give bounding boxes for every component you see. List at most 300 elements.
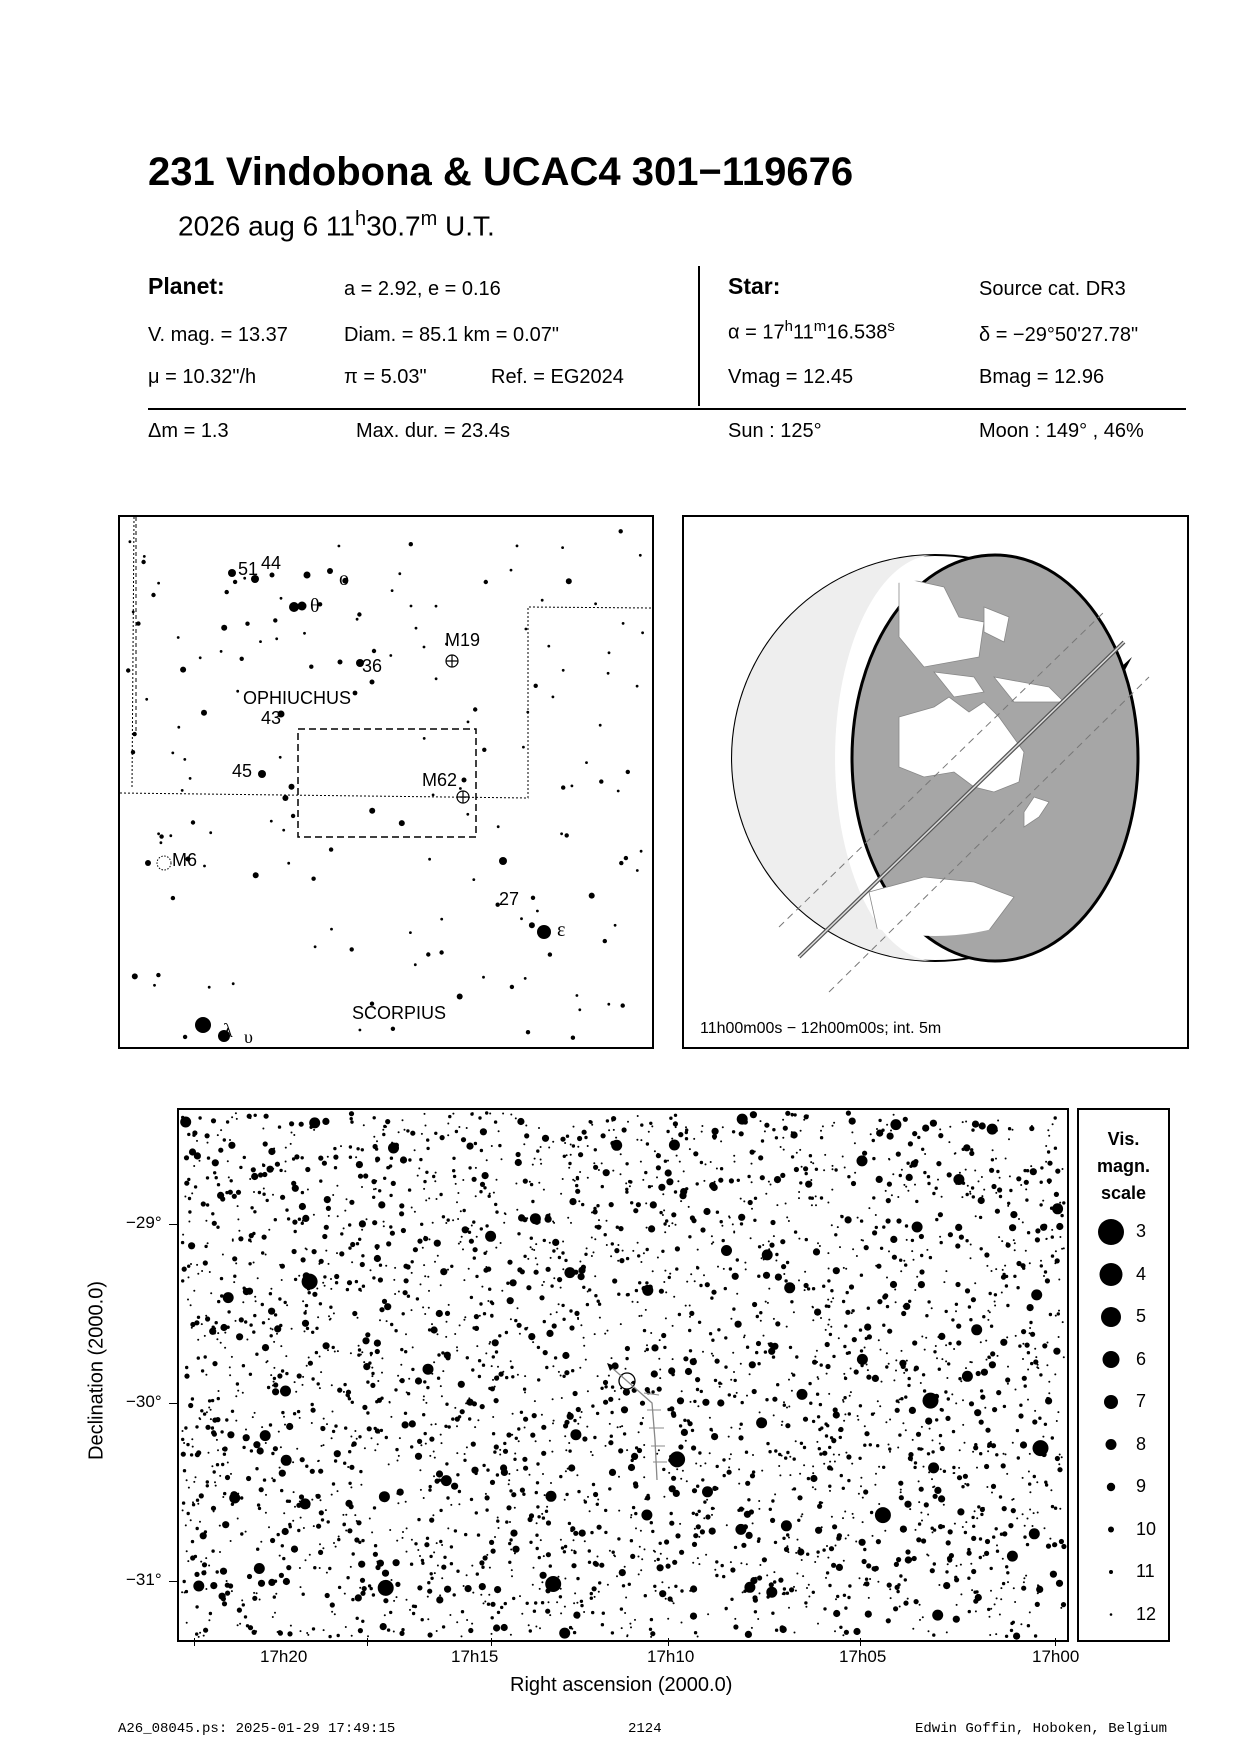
- field-star: [526, 1602, 529, 1605]
- field-star: [237, 1218, 239, 1220]
- x-tick-label: 17h20: [260, 1647, 308, 1666]
- field-star: [604, 1233, 607, 1236]
- field-star: [272, 1194, 274, 1196]
- field-star: [285, 1355, 287, 1357]
- field-star: [651, 1530, 654, 1533]
- field-star: [384, 1303, 391, 1310]
- finder-star: [484, 580, 488, 584]
- field-star: [637, 1448, 642, 1453]
- field-star: [591, 1611, 594, 1614]
- field-star: [588, 1561, 591, 1564]
- field-star: [417, 1549, 419, 1551]
- field-star: [599, 1563, 604, 1568]
- field-star: [570, 1154, 572, 1156]
- field-star: [765, 1256, 767, 1258]
- field-star: [711, 1507, 714, 1510]
- field-star: [617, 1537, 620, 1540]
- field-star: [969, 1401, 974, 1406]
- field-star: [886, 1277, 888, 1279]
- field-star: [519, 1214, 522, 1217]
- field-star: [718, 1178, 723, 1183]
- field-star: [535, 1534, 538, 1537]
- field-star: [344, 1426, 347, 1429]
- field-star: [483, 1602, 485, 1604]
- field-star: [886, 1305, 889, 1308]
- field-star: [785, 1285, 790, 1290]
- field-star: [1005, 1158, 1007, 1160]
- field-star: [709, 1452, 711, 1454]
- field-star: [783, 1401, 785, 1403]
- field-star: [267, 1386, 270, 1389]
- finder-star: [594, 602, 597, 605]
- field-star: [274, 1580, 277, 1583]
- field-star: [1029, 1611, 1031, 1613]
- field-star: [405, 1333, 407, 1335]
- field-star: [870, 1511, 873, 1514]
- field-star: [911, 1250, 913, 1252]
- finder-star: [510, 569, 513, 572]
- field-star: [227, 1310, 230, 1313]
- label-m62: M62: [422, 770, 458, 790]
- field-star: [498, 1334, 501, 1337]
- finder-star: [289, 602, 299, 612]
- field-star: [343, 1227, 345, 1229]
- field-star: [402, 1421, 409, 1428]
- field-star: [1010, 1622, 1013, 1625]
- field-star: [886, 1218, 891, 1223]
- field-star: [228, 1176, 230, 1178]
- field-star: [895, 1408, 900, 1413]
- field-star: [817, 1623, 819, 1625]
- field-star: [616, 1575, 618, 1577]
- field-star: [428, 1197, 430, 1199]
- field-star: [184, 1374, 189, 1379]
- field-star: [751, 1627, 753, 1629]
- scale-label-mag-4: 4: [1136, 1263, 1147, 1284]
- field-star: [786, 1216, 788, 1218]
- field-star: [370, 1587, 373, 1590]
- field-star: [1057, 1312, 1060, 1315]
- field-star: [294, 1381, 296, 1383]
- field-star: [476, 1572, 479, 1575]
- field-star: [346, 1288, 349, 1291]
- field-star: [349, 1145, 352, 1148]
- field-star: [762, 1244, 764, 1246]
- field-star: [198, 1636, 200, 1638]
- field-star: [765, 1193, 767, 1195]
- field-star: [250, 1241, 252, 1243]
- field-star: [1032, 1535, 1034, 1537]
- field-star: [846, 1454, 851, 1459]
- field-star: [199, 1160, 201, 1162]
- field-star: [685, 1305, 687, 1307]
- field-star: [436, 1542, 438, 1544]
- field-star: [921, 1336, 923, 1338]
- field-star: [533, 1249, 535, 1251]
- field-star: [843, 1560, 845, 1562]
- field-star: [237, 1518, 239, 1520]
- field-star: [311, 1331, 314, 1334]
- field-star: [995, 1158, 997, 1160]
- field-star: [188, 1197, 191, 1200]
- field-star: [679, 1550, 684, 1555]
- field-star: [229, 1366, 231, 1368]
- field-star: [372, 1196, 375, 1199]
- field-star: [673, 1490, 680, 1497]
- field-star: [198, 1116, 201, 1119]
- field-star: [396, 1540, 398, 1542]
- field-star: [754, 1610, 757, 1613]
- field-star: [330, 1318, 332, 1320]
- field-star: [721, 1564, 724, 1567]
- field-star: [839, 1436, 842, 1439]
- field-star: [518, 1440, 520, 1442]
- field-star: [919, 1234, 924, 1239]
- field-star: [854, 1172, 856, 1174]
- field-star: [366, 1380, 369, 1383]
- field-star: [254, 1296, 256, 1298]
- field-star: [764, 1130, 766, 1132]
- field-star: [600, 1387, 603, 1390]
- field-star: [523, 1179, 528, 1184]
- field-star: [303, 1527, 305, 1529]
- finder-star: [132, 611, 135, 614]
- field-star: [204, 1530, 207, 1533]
- field-star: [316, 1288, 318, 1290]
- field-star: [510, 1114, 512, 1116]
- field-star: [826, 1373, 828, 1375]
- field-star: [500, 1242, 502, 1244]
- field-star: [999, 1614, 1001, 1616]
- field-star: [707, 1613, 709, 1615]
- field-star: [335, 1281, 338, 1284]
- field-star: [957, 1475, 962, 1480]
- finder-star: [414, 963, 417, 966]
- field-star: [800, 1130, 802, 1132]
- field-star: [194, 1572, 199, 1577]
- field-star: [863, 1489, 868, 1494]
- field-star: [1034, 1348, 1036, 1350]
- field-star: [844, 1606, 847, 1609]
- field-star: [795, 1355, 798, 1358]
- field-star: [645, 1202, 647, 1204]
- field-star: [497, 1376, 499, 1378]
- field-star: [1037, 1592, 1039, 1594]
- footer-author: Edwin Goffin, Hoboken, Belgium: [915, 1721, 1168, 1737]
- field-star: [273, 1382, 278, 1387]
- field-star: [845, 1452, 847, 1454]
- field-star: [374, 1255, 381, 1262]
- finder-star: [253, 872, 259, 878]
- field-star: [918, 1522, 921, 1525]
- field-star: [300, 1630, 302, 1632]
- field-star: [328, 1635, 331, 1638]
- field-star: [696, 1524, 701, 1529]
- field-star: [464, 1453, 466, 1455]
- field-star: [396, 1596, 398, 1598]
- field-star: [210, 1582, 217, 1589]
- finder-star: [129, 540, 132, 543]
- field-star: [436, 1596, 443, 1603]
- field-star: [568, 1167, 570, 1169]
- field-star: [665, 1317, 667, 1319]
- field-star: [954, 1152, 956, 1154]
- field-star: [845, 1216, 852, 1223]
- field-star: [494, 1120, 497, 1123]
- field-star: [852, 1337, 857, 1342]
- field-star: [625, 1162, 628, 1165]
- field-star: [423, 1364, 434, 1375]
- field-star: [651, 1370, 658, 1377]
- field-star: [499, 1454, 501, 1456]
- field-star: [213, 1470, 216, 1473]
- field-star: [594, 1275, 596, 1277]
- field-star: [946, 1631, 948, 1633]
- field-star: [510, 1530, 517, 1537]
- field-star: [242, 1392, 244, 1394]
- field-star: [182, 1501, 185, 1504]
- field-star: [780, 1146, 782, 1148]
- field-star: [759, 1592, 761, 1594]
- field-star: [661, 1581, 663, 1583]
- field-star: [693, 1400, 696, 1403]
- field-star: [293, 1412, 296, 1415]
- field-star: [405, 1501, 407, 1503]
- field-star: [675, 1246, 680, 1251]
- field-star: [1029, 1321, 1032, 1324]
- x-tick-mark: [491, 1638, 492, 1646]
- finder-star: [457, 994, 463, 1000]
- field-star: [425, 1443, 427, 1445]
- field-star: [556, 1601, 558, 1603]
- field-star: [1015, 1335, 1017, 1337]
- finder-star: [232, 982, 235, 985]
- field-star: [410, 1563, 413, 1566]
- field-star: [986, 1359, 988, 1361]
- field-star: [597, 1300, 600, 1303]
- field-star: [817, 1415, 820, 1418]
- field-star: [614, 1555, 616, 1557]
- field-star: [371, 1437, 373, 1439]
- field-star: [431, 1326, 438, 1333]
- scale-dot-mag-10: [1108, 1527, 1114, 1533]
- finder-star: [510, 985, 514, 989]
- field-star: [397, 1502, 399, 1504]
- field-star: [846, 1111, 851, 1116]
- field-star: [673, 1296, 675, 1298]
- field-star: [385, 1119, 390, 1124]
- finder-star: [143, 555, 146, 558]
- finder-star: [585, 761, 588, 764]
- label-omicron: o: [339, 568, 349, 590]
- field-star: [445, 1462, 448, 1465]
- field-star: [214, 1327, 216, 1329]
- field-star: [205, 1588, 207, 1590]
- finder-star: [560, 832, 563, 835]
- field-star: [216, 1226, 219, 1229]
- field-star: [582, 1286, 585, 1289]
- field-star: [461, 1610, 464, 1613]
- field-star: [864, 1245, 869, 1250]
- field-star: [411, 1368, 414, 1371]
- field-star: [308, 1506, 310, 1508]
- field-star: [710, 1296, 713, 1299]
- field-star: [928, 1462, 939, 1473]
- field-star: [404, 1129, 406, 1131]
- field-star: [545, 1366, 548, 1369]
- field-star: [846, 1352, 849, 1355]
- field-star: [456, 1350, 458, 1352]
- field-star: [262, 1321, 265, 1324]
- finder-star: [225, 590, 229, 594]
- field-star: [302, 1274, 318, 1290]
- field-star: [903, 1260, 905, 1262]
- field-star: [639, 1546, 641, 1548]
- field-star: [911, 1239, 914, 1242]
- field-star: [351, 1261, 353, 1263]
- planet-diameter: Diam. = 85.1 km = 0.07": [344, 324, 559, 346]
- field-star: [646, 1248, 649, 1251]
- field-star: [241, 1599, 243, 1601]
- field-star: [995, 1268, 997, 1270]
- field-star: [768, 1181, 770, 1183]
- field-star: [912, 1131, 917, 1136]
- field-star: [685, 1440, 687, 1442]
- field-star: [920, 1512, 922, 1514]
- field-star: [720, 1167, 723, 1170]
- field-star: [1047, 1178, 1052, 1183]
- field-star: [802, 1575, 804, 1577]
- field-star: [586, 1247, 588, 1249]
- field-star: [604, 1509, 607, 1512]
- field-star: [251, 1173, 258, 1180]
- star-heading: Star:: [728, 273, 781, 299]
- finder-star: [270, 820, 273, 823]
- field-star: [782, 1537, 785, 1540]
- y-tick-mark: [169, 1581, 177, 1582]
- field-star: [1002, 1269, 1004, 1271]
- field-star: [598, 1169, 600, 1171]
- x-tick-label: 17h05: [839, 1647, 887, 1666]
- field-star: [640, 1530, 642, 1532]
- field-star: [859, 1577, 861, 1579]
- field-star: [262, 1164, 265, 1167]
- field-star: [205, 1374, 207, 1376]
- field-star: [721, 1225, 723, 1227]
- field-star: [671, 1138, 673, 1140]
- field-star: [960, 1593, 962, 1595]
- field-star: [760, 1175, 765, 1180]
- field-star: [571, 1369, 574, 1372]
- field-star: [767, 1302, 769, 1304]
- field-star: [206, 1203, 209, 1206]
- scale-dot-mag-3: [1098, 1219, 1124, 1245]
- field-star: [961, 1196, 963, 1198]
- field-star: [666, 1178, 673, 1185]
- field-star: [787, 1551, 789, 1553]
- field-star: [501, 1158, 503, 1160]
- field-star: [752, 1470, 755, 1473]
- field-star: [866, 1364, 868, 1366]
- field-star: [1055, 1169, 1060, 1174]
- field-star: [1018, 1413, 1023, 1418]
- field-star: [583, 1345, 585, 1347]
- field-star: [837, 1226, 839, 1228]
- field-star: [589, 1510, 591, 1512]
- field-star: [546, 1552, 551, 1557]
- scale-title: Vis. magn. scale: [1096, 1129, 1150, 1203]
- finder-star: [621, 1003, 625, 1007]
- field-star: [757, 1540, 760, 1543]
- field-star: [612, 1278, 617, 1283]
- finder-star: [287, 862, 290, 865]
- field-star: [203, 1628, 208, 1633]
- field-star: [430, 1572, 433, 1575]
- field-star: [524, 1427, 526, 1429]
- field-star: [992, 1149, 994, 1151]
- field-star: [733, 1395, 736, 1398]
- field-star: [1007, 1202, 1010, 1205]
- field-star: [934, 1487, 941, 1494]
- field-star: [797, 1495, 802, 1500]
- field-star: [538, 1127, 540, 1129]
- field-star: [1026, 1169, 1029, 1172]
- finder-star: [369, 808, 375, 814]
- field-star: [509, 1489, 512, 1492]
- field-star: [653, 1550, 655, 1552]
- field-star: [640, 1401, 645, 1406]
- field-star: [592, 1454, 594, 1456]
- field-star: [601, 1185, 604, 1188]
- field-star: [400, 1364, 402, 1366]
- field-star: [844, 1324, 847, 1327]
- field-star: [976, 1371, 981, 1376]
- field-star: [317, 1316, 319, 1318]
- field-star: [474, 1142, 477, 1145]
- field-star: [411, 1260, 414, 1263]
- field-star: [923, 1389, 926, 1392]
- footer-file-info: A26_08045.ps: 2025-01-29 17:49:15: [118, 1721, 396, 1737]
- field-star: [205, 1220, 207, 1222]
- field-star: [1040, 1260, 1042, 1262]
- finder-star: [131, 750, 135, 754]
- field-star: [535, 1491, 538, 1494]
- field-star: [840, 1215, 842, 1217]
- field-star: [560, 1137, 565, 1142]
- finder-star: [291, 814, 295, 818]
- field-star: [199, 1493, 204, 1498]
- field-star: [1013, 1275, 1016, 1278]
- field-star: [730, 1567, 735, 1572]
- field-star: [423, 1180, 426, 1183]
- field-star: [293, 1491, 295, 1493]
- field-star: [703, 1180, 705, 1182]
- field-star: [620, 1323, 622, 1325]
- finder-star: [526, 711, 529, 714]
- field-star: [989, 1616, 991, 1618]
- field-star: [981, 1195, 983, 1197]
- field-star: [662, 1214, 664, 1216]
- field-star: [970, 1148, 973, 1151]
- field-star: [620, 1153, 622, 1155]
- field-star: [370, 1427, 372, 1429]
- field-star: [191, 1540, 194, 1543]
- field-star: [212, 1221, 217, 1226]
- field-star: [519, 1333, 521, 1335]
- field-star: [665, 1169, 672, 1176]
- field-star: [408, 1158, 411, 1161]
- field-star: [962, 1182, 965, 1185]
